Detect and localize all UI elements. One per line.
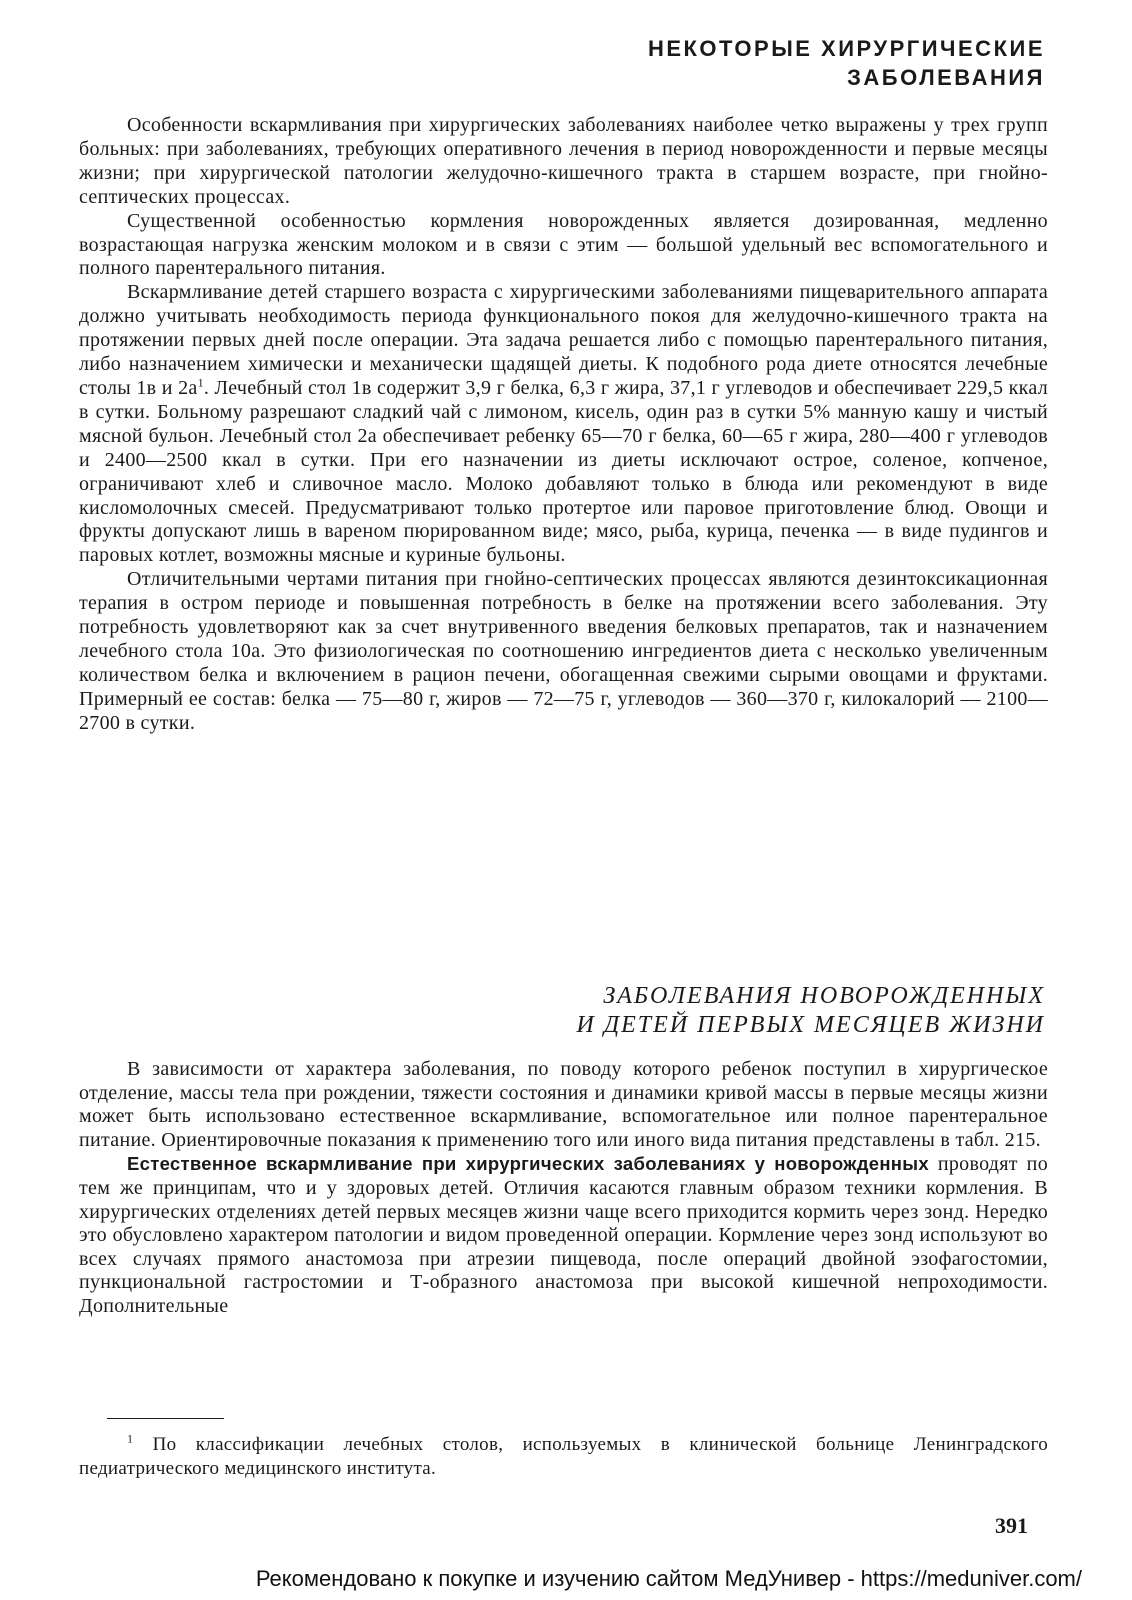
section-title-line-1: ЗАБОЛЕВАНИЯ НОВОРОЖДЕННЫХ <box>603 983 1045 1009</box>
footnote-reference: 1 <box>197 375 204 390</box>
paragraph-septic-processes: Отличительными чертами питания при гнойно-септических процессах являются дезинтоксикационная терапия в остром периоде и повышенная потребность в белке на протяжении всего заболевания. Эту потребность удовлетворяют как за счет внутривенного введения белковых препаратов, так и назначением лечебного стола 10а. Это физиологическая по соотношению ингредиентов диета с несколько увеличенным количеством белка и включением в рацион печени, обогащенная свежими сырыми овощами и фруктами. Примерный ее состав: белка — 75—80 г, жиров — 72—75 г, углеводов — 360—370 г, килокалорий — 2100—2700 в сутки. <box>79 568 1048 734</box>
chapter-body <box>79 114 1048 736</box>
watermark-link-text[interactable]: Рекомендовано к покупке и изучению сайтом МедУнивер - https://meduniver.com/ <box>255 1566 1082 1591</box>
footnote-text: По классификации лечебных столов, используемых в клинической больнице Ленинградского педиатрического медицинского института. <box>79 1434 1048 1479</box>
paragraph-natural-feeding-lead: Естественное вскармливание при хирургических заболеваниях у новорожденных <box>127 1153 929 1175</box>
paragraph-diet-part-1: Вскармливание детей старшего возраста с хирургическими заболеваниями пищеварительного аппарата должно учитывать необходимость периода функционального покоя для желудочно-кишечного тракта на протяжении первых дней после операции. Эта задача решается либо с помощью парентерального питания, либо назначением химически и механически щадящей диеты. К подобного рода диете относятся лечебные столы 1в и 2а <box>79 281 1048 399</box>
section-body <box>79 1058 1048 1319</box>
paragraph-natural-feeding <box>79 1152 1048 1318</box>
chapter-title <box>648 34 1045 92</box>
section-title <box>577 982 1045 1040</box>
chapter-title-line-2: ЗАБОЛЕВАНИЯ <box>847 65 1045 90</box>
paragraph-feeding-types: В зависимости от характера заболевания, по поводу которого ребенок поступил в хирургическое отделение, массы тела при рождении, тяжести состояния и динамики кривой массы в первые месяцы жизни может быть использовано естественное вскармливание, вспомогательное или полное парентеральное питание. Ориентировочные показания к применению того или иного вида питания представлены в табл. 215. <box>79 1058 1048 1151</box>
paragraph-older-children-diet <box>79 281 1048 568</box>
paragraph-diet-part-2: . Лечебный стол 1в содержит 3,9 г белка, 6,3 г жира, 37,1 г углеводов и обеспечивает 229,5 ккал в сутки. Больному разрешают сладкий чай с лимоном, кисель, один раз в сутки 5% манную кашу и чистый мясной бульон. Лечебный стол 2а обеспечивает ребенку 65—70 г белка, 60—65 г жира, 280—400 г углеводов и 2400—2500 ккал в сутки. При его назначении из диеты исключают острое, соленое, копченое, ограничивают хлеб и сливочное масло. Молоко добавляют только в блюда или рекомендуют в виде кисломолочных смесей. Предусматривают только протертое или паровое приготовление блюд. Овощи и фрукты допускают лишь в вареном пюрированном виде; мясо, рыба, курица, печенка — в виде пудингов и паровых котлет, возможны мясные и куриные бульоны. <box>79 376 1048 567</box>
paragraph-newborn-feeding: Существенной особенностью кормления новорожденных является дозированная, медленно возрастающая нагрузка женским молоком и в связи с этим — большой удельный вес вспомогательного и полного парентерального питания. <box>79 209 1048 280</box>
section-title-line-2: И ДЕТЕЙ ПЕРВЫХ МЕСЯЦЕВ ЖИЗНИ <box>576 1012 1045 1038</box>
paragraph-natural-feeding-text: проводят по тем же принципам, что и у здоровых детей. Отличия касаются главным образом техники кормления. В хирургических отделениях детей первых месяцев жизни чаще всего приходится кормить через зонд. Нередко это обусловлено характером патологии и видом проведенной операции. Кормление через зонд используют во всех случаях прямого анастомоза при атрезии пищевода, после операций двойной эзофагостомии, пункциональной гастростомии и Т-образного анастомоза при высокой кишечной непроходимости. Дополнительные <box>79 1153 1048 1317</box>
footnote <box>79 1433 1048 1481</box>
paragraph-intro: Особенности вскармливания при хирургических заболеваниях наиболее четко выражены у трех групп больных: при заболеваниях, требующих оперативного лечения в период новорожденности и первые месяцы жизни; при хирургической патологии желудочно-кишечного тракта в старшем возрасте, при гнойно-септических процессах. <box>79 114 1048 208</box>
footnote-divider <box>107 1418 224 1419</box>
footnote-paragraph <box>79 1433 1048 1481</box>
footnote-mark: 1 <box>127 1431 134 1446</box>
chapter-title-line-1: НЕКОТОРЫЕ ХИРУРГИЧЕСКИЕ <box>647 36 1045 61</box>
page-number: 391 <box>995 1513 1028 1538</box>
